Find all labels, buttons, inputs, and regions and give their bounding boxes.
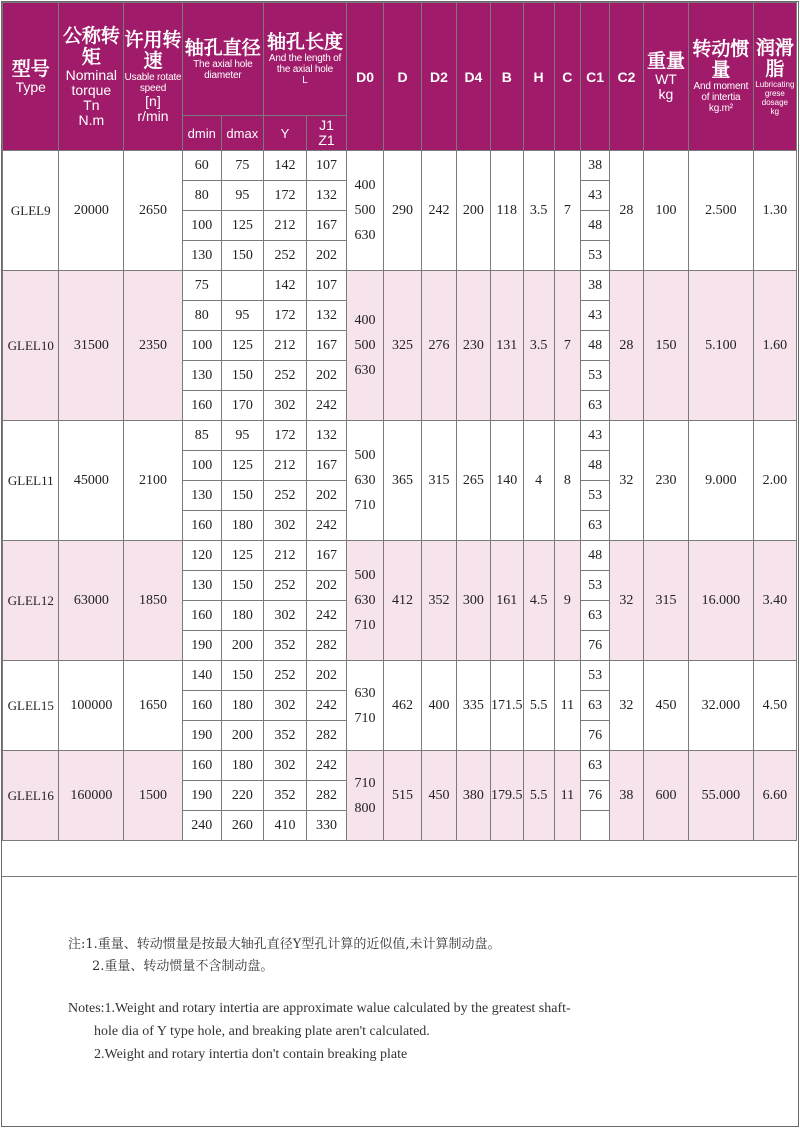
header-h: H bbox=[523, 3, 554, 151]
cell-d4: 230 bbox=[456, 271, 490, 421]
cell-d0 bbox=[347, 661, 384, 751]
notes-section bbox=[2, 876, 797, 1127]
header-d: D bbox=[384, 3, 422, 151]
cell-y: 302 bbox=[263, 511, 306, 541]
cell-grease: 6.60 bbox=[753, 751, 796, 841]
cell-j1z1: 167 bbox=[307, 451, 347, 481]
table-row bbox=[3, 751, 797, 781]
cell-d2: 276 bbox=[422, 271, 457, 421]
d0-value: 500 bbox=[354, 568, 376, 583]
cell-d4: 335 bbox=[456, 661, 490, 751]
cell-dmax: 180 bbox=[221, 511, 263, 541]
cell-c: 11 bbox=[554, 751, 581, 841]
cell-j1z1: 167 bbox=[307, 331, 347, 361]
cell-c1: 48 bbox=[581, 541, 610, 571]
cell-c1: 53 bbox=[581, 661, 610, 691]
cell-y: 302 bbox=[263, 751, 306, 781]
cell-c1: 76 bbox=[581, 631, 610, 661]
cell-h: 5.5 bbox=[523, 661, 554, 751]
cell-dmax: 150 bbox=[221, 241, 263, 271]
cell-d: 365 bbox=[384, 421, 422, 541]
cell-y: 252 bbox=[263, 361, 306, 391]
cell-y: 302 bbox=[263, 601, 306, 631]
cell-c: 7 bbox=[554, 271, 581, 421]
cell-dmax: 180 bbox=[221, 691, 263, 721]
cell-speed: 1500 bbox=[124, 751, 183, 841]
cell-dmin: 190 bbox=[182, 721, 221, 751]
cell-d: 290 bbox=[384, 151, 422, 271]
d0-value: 630 bbox=[354, 473, 376, 488]
header-d0: D0 bbox=[347, 3, 384, 151]
cell-b: 131 bbox=[490, 271, 523, 421]
header-type: 型号 Type bbox=[3, 3, 59, 151]
cell-c2: 32 bbox=[609, 541, 643, 661]
cell-y: 172 bbox=[263, 181, 306, 211]
cell-j1z1: 242 bbox=[307, 691, 347, 721]
cell-inertia: 5.100 bbox=[689, 271, 754, 421]
cell-dmax: 125 bbox=[221, 451, 263, 481]
cell-dmin: 100 bbox=[182, 211, 221, 241]
cell-c1: 48 bbox=[581, 451, 610, 481]
cell-c1: 63 bbox=[581, 391, 610, 421]
cell-c1: 63 bbox=[581, 691, 610, 721]
cell-j1z1: 202 bbox=[307, 361, 347, 391]
table-row bbox=[3, 271, 797, 301]
cell-c1: 38 bbox=[581, 151, 610, 181]
cell-y: 212 bbox=[263, 451, 306, 481]
cell-dmin: 160 bbox=[182, 691, 221, 721]
cell-y: 252 bbox=[263, 481, 306, 511]
header-speed: 许用转速 Usable rotate speed [n] r/min bbox=[124, 3, 183, 151]
cell-dmin: 80 bbox=[182, 181, 221, 211]
cell-c1: 63 bbox=[581, 751, 610, 781]
cell-c1 bbox=[581, 811, 610, 841]
cell-d0 bbox=[347, 151, 384, 271]
cell-type: GLEL10 bbox=[3, 271, 59, 421]
cell-dmin: 60 bbox=[182, 151, 221, 181]
cell-c1: 63 bbox=[581, 511, 610, 541]
cell-j1z1: 282 bbox=[307, 781, 347, 811]
header-weight: 重量 WT kg bbox=[643, 3, 688, 151]
cell-weight: 450 bbox=[643, 661, 688, 751]
cell-type: GLEL16 bbox=[3, 751, 59, 841]
cell-h: 3.5 bbox=[523, 151, 554, 271]
cell-dmax: 220 bbox=[221, 781, 263, 811]
cell-h: 5.5 bbox=[523, 751, 554, 841]
cell-dmin: 130 bbox=[182, 361, 221, 391]
d0-value: 630 bbox=[354, 228, 376, 243]
cell-dmax: 75 bbox=[221, 151, 263, 181]
cell-torque: 20000 bbox=[59, 151, 124, 271]
cell-j1z1: 132 bbox=[307, 301, 347, 331]
cell-dmax: 95 bbox=[221, 301, 263, 331]
header-torque: 公称转矩 Nominal torque Tn N.m bbox=[59, 3, 124, 151]
table-row bbox=[3, 661, 797, 691]
header-dmin: dmin bbox=[182, 116, 221, 151]
cell-torque: 63000 bbox=[59, 541, 124, 661]
d0-value: 400 bbox=[354, 178, 376, 193]
cell-d: 412 bbox=[384, 541, 422, 661]
cell-c1: 38 bbox=[581, 271, 610, 301]
header-dmax: dmax bbox=[221, 116, 263, 151]
cell-y: 252 bbox=[263, 571, 306, 601]
d0-value: 500 bbox=[354, 338, 376, 353]
cell-h: 4.5 bbox=[523, 541, 554, 661]
cell-d: 515 bbox=[384, 751, 422, 841]
cell-weight: 600 bbox=[643, 751, 688, 841]
cell-c2: 32 bbox=[609, 421, 643, 541]
cell-dmax: 125 bbox=[221, 331, 263, 361]
cell-c2: 28 bbox=[609, 271, 643, 421]
cell-weight: 100 bbox=[643, 151, 688, 271]
d0-value: 630 bbox=[354, 363, 376, 378]
cell-j1z1: 282 bbox=[307, 721, 347, 751]
cell-j1z1: 132 bbox=[307, 421, 347, 451]
cell-dmin: 190 bbox=[182, 781, 221, 811]
cell-d4: 300 bbox=[456, 541, 490, 661]
cell-dmin: 240 bbox=[182, 811, 221, 841]
cell-weight: 150 bbox=[643, 271, 688, 421]
cell-d2: 242 bbox=[422, 151, 457, 271]
cell-inertia: 2.500 bbox=[689, 151, 754, 271]
note-en-1: Notes:1.Weight and rotary intertia are approximate walue calculated by the greatest shaft- bbox=[68, 1001, 571, 1016]
cell-c2: 32 bbox=[609, 661, 643, 751]
cell-b: 179.5 bbox=[490, 751, 523, 841]
cell-j1z1: 242 bbox=[307, 751, 347, 781]
header-b: B bbox=[490, 3, 523, 151]
cell-c1: 53 bbox=[581, 361, 610, 391]
cell-j1z1: 167 bbox=[307, 541, 347, 571]
cell-d2: 450 bbox=[422, 751, 457, 841]
cell-dmin: 100 bbox=[182, 331, 221, 361]
cell-j1z1: 202 bbox=[307, 481, 347, 511]
cell-speed: 2650 bbox=[124, 151, 183, 271]
d0-value: 710 bbox=[354, 775, 376, 791]
cell-dmax: 150 bbox=[221, 361, 263, 391]
cell-dmax: 150 bbox=[221, 661, 263, 691]
cell-dmax: 95 bbox=[221, 421, 263, 451]
cell-y: 172 bbox=[263, 421, 306, 451]
cell-d0 bbox=[347, 751, 384, 841]
cell-y: 352 bbox=[263, 781, 306, 811]
cell-y: 352 bbox=[263, 631, 306, 661]
cell-grease: 3.40 bbox=[753, 541, 796, 661]
cell-weight: 230 bbox=[643, 421, 688, 541]
header-d4: D4 bbox=[456, 3, 490, 151]
cell-dmax: 200 bbox=[221, 631, 263, 661]
cell-dmax: 200 bbox=[221, 721, 263, 751]
header-d2: D2 bbox=[422, 3, 457, 151]
cell-inertia: 9.000 bbox=[689, 421, 754, 541]
cell-j1z1: 107 bbox=[307, 271, 347, 301]
cell-j1z1: 202 bbox=[307, 241, 347, 271]
cell-j1z1: 282 bbox=[307, 631, 347, 661]
cell-dmin: 120 bbox=[182, 541, 221, 571]
note-zh-1: 注:1.重量、转动惯量是按最大轴孔直径Y型孔计算的近似值,未计算制动盘。 bbox=[68, 937, 501, 952]
cell-y: 212 bbox=[263, 331, 306, 361]
cell-c1: 48 bbox=[581, 211, 610, 241]
header-grease: 润滑脂 Lubricating grese dosage kg bbox=[753, 3, 796, 151]
cell-weight: 315 bbox=[643, 541, 688, 661]
cell-c2: 28 bbox=[609, 151, 643, 271]
cell-dmax: 260 bbox=[221, 811, 263, 841]
cell-dmin: 160 bbox=[182, 601, 221, 631]
cell-c: 11 bbox=[554, 661, 581, 751]
cell-speed: 1650 bbox=[124, 661, 183, 751]
cell-h: 3.5 bbox=[523, 271, 554, 421]
cell-dmax: 125 bbox=[221, 211, 263, 241]
note-zh-2: 2.重量、转动惯量不含制动盘。 bbox=[92, 959, 274, 974]
cell-inertia: 55.000 bbox=[689, 751, 754, 841]
cell-c2: 38 bbox=[609, 751, 643, 841]
header-y: Y bbox=[263, 116, 306, 151]
cell-j1z1: 167 bbox=[307, 211, 347, 241]
cell-d0 bbox=[347, 421, 384, 541]
cell-y: 302 bbox=[263, 691, 306, 721]
cell-y: 212 bbox=[263, 541, 306, 571]
d0-value: 800 bbox=[354, 800, 376, 816]
header-j1-z1: J1 Z1 bbox=[307, 116, 347, 151]
cell-type: GLEL9 bbox=[3, 151, 59, 271]
cell-dmin: 130 bbox=[182, 571, 221, 601]
cell-d4: 200 bbox=[456, 151, 490, 271]
cell-c1: 43 bbox=[581, 421, 610, 451]
d0-value: 630 bbox=[354, 685, 376, 701]
cell-dmax bbox=[221, 271, 263, 301]
cell-torque: 45000 bbox=[59, 421, 124, 541]
d0-value: 500 bbox=[354, 203, 376, 218]
header-bore-length: 轴孔长度 And the length of the axial hole L bbox=[263, 3, 346, 116]
cell-c1: 63 bbox=[581, 601, 610, 631]
cell-c1: 48 bbox=[581, 331, 610, 361]
cell-y: 142 bbox=[263, 271, 306, 301]
cell-b: 140 bbox=[490, 421, 523, 541]
cell-dmin: 75 bbox=[182, 271, 221, 301]
cell-dmax: 125 bbox=[221, 541, 263, 571]
cell-j1z1: 242 bbox=[307, 601, 347, 631]
cell-y: 212 bbox=[263, 211, 306, 241]
cell-grease: 4.50 bbox=[753, 661, 796, 751]
d0-value: 710 bbox=[354, 498, 376, 513]
cell-speed: 2350 bbox=[124, 271, 183, 421]
cell-dmin: 160 bbox=[182, 511, 221, 541]
table-row bbox=[3, 151, 797, 181]
cell-speed: 2100 bbox=[124, 421, 183, 541]
cell-grease: 1.30 bbox=[753, 151, 796, 271]
cell-dmax: 170 bbox=[221, 391, 263, 421]
table-row bbox=[3, 541, 797, 571]
header-c1: C1 bbox=[581, 3, 610, 151]
spec-body bbox=[3, 151, 797, 841]
cell-d0 bbox=[347, 541, 384, 661]
cell-c: 9 bbox=[554, 541, 581, 661]
cell-dmin: 130 bbox=[182, 481, 221, 511]
cell-j1z1: 202 bbox=[307, 571, 347, 601]
header-bore-diameter: 轴孔直径 The axial hole diameter bbox=[182, 3, 263, 116]
cell-b: 171.5 bbox=[490, 661, 523, 751]
note-en-2: 2.Weight and rotary intertia don't contain breaking plate bbox=[94, 1047, 408, 1062]
header-c: C bbox=[554, 3, 581, 151]
cell-d4: 380 bbox=[456, 751, 490, 841]
cell-torque: 100000 bbox=[59, 661, 124, 751]
cell-c1: 53 bbox=[581, 481, 610, 511]
d0-value: 500 bbox=[354, 448, 376, 463]
coupling-spec-table bbox=[2, 2, 797, 841]
cell-y: 302 bbox=[263, 391, 306, 421]
cell-c1: 76 bbox=[581, 781, 610, 811]
cell-j1z1: 107 bbox=[307, 151, 347, 181]
cell-torque: 160000 bbox=[59, 751, 124, 841]
cell-inertia: 32.000 bbox=[689, 661, 754, 751]
cell-c: 8 bbox=[554, 421, 581, 541]
cell-y: 252 bbox=[263, 661, 306, 691]
cell-d4: 265 bbox=[456, 421, 490, 541]
cell-type: GLEL11 bbox=[3, 421, 59, 541]
cell-c1: 43 bbox=[581, 301, 610, 331]
cell-dmin: 160 bbox=[182, 391, 221, 421]
cell-b: 118 bbox=[490, 151, 523, 271]
cell-c1: 53 bbox=[581, 571, 610, 601]
cell-j1z1: 242 bbox=[307, 511, 347, 541]
cell-d: 325 bbox=[384, 271, 422, 421]
cell-d: 462 bbox=[384, 661, 422, 751]
cell-h: 4 bbox=[523, 421, 554, 541]
table-row bbox=[3, 421, 797, 451]
cell-dmax: 95 bbox=[221, 181, 263, 211]
d0-value: 400 bbox=[354, 313, 376, 328]
cell-dmin: 80 bbox=[182, 301, 221, 331]
cell-dmin: 130 bbox=[182, 241, 221, 271]
cell-j1z1: 132 bbox=[307, 181, 347, 211]
cell-d2: 315 bbox=[422, 421, 457, 541]
cell-y: 352 bbox=[263, 721, 306, 751]
d0-value: 710 bbox=[354, 710, 376, 726]
cell-dmin: 160 bbox=[182, 751, 221, 781]
cell-dmax: 150 bbox=[221, 481, 263, 511]
cell-type: GLEL12 bbox=[3, 541, 59, 661]
cell-b: 161 bbox=[490, 541, 523, 661]
cell-d0 bbox=[347, 271, 384, 421]
note-en-1b: hole dia of Y type hole, and breaking plate aren't calculated. bbox=[94, 1024, 430, 1039]
cell-inertia: 16.000 bbox=[689, 541, 754, 661]
cell-c1: 76 bbox=[581, 721, 610, 751]
cell-speed: 1850 bbox=[124, 541, 183, 661]
cell-dmin: 100 bbox=[182, 451, 221, 481]
cell-d2: 352 bbox=[422, 541, 457, 661]
cell-c: 7 bbox=[554, 151, 581, 271]
cell-d2: 400 bbox=[422, 661, 457, 751]
cell-dmax: 180 bbox=[221, 601, 263, 631]
cell-dmin: 85 bbox=[182, 421, 221, 451]
cell-torque: 31500 bbox=[59, 271, 124, 421]
cell-j1z1: 202 bbox=[307, 661, 347, 691]
cell-grease: 2.00 bbox=[753, 421, 796, 541]
cell-j1z1: 242 bbox=[307, 391, 347, 421]
d0-value: 710 bbox=[354, 618, 376, 633]
cell-c1: 43 bbox=[581, 181, 610, 211]
header-inertia: 转动惯量 And moment of intertia kg.m² bbox=[689, 3, 754, 151]
cell-type: GLEL15 bbox=[3, 661, 59, 751]
cell-dmin: 190 bbox=[182, 631, 221, 661]
d0-value: 630 bbox=[354, 593, 376, 608]
cell-y: 252 bbox=[263, 241, 306, 271]
header-c2: C2 bbox=[609, 3, 643, 151]
cell-j1z1: 330 bbox=[307, 811, 347, 841]
cell-dmax: 180 bbox=[221, 751, 263, 781]
cell-y: 142 bbox=[263, 151, 306, 181]
cell-y: 172 bbox=[263, 301, 306, 331]
cell-dmax: 150 bbox=[221, 571, 263, 601]
cell-y: 410 bbox=[263, 811, 306, 841]
cell-grease: 1.60 bbox=[753, 271, 796, 421]
cell-dmin: 140 bbox=[182, 661, 221, 691]
cell-c1: 53 bbox=[581, 241, 610, 271]
